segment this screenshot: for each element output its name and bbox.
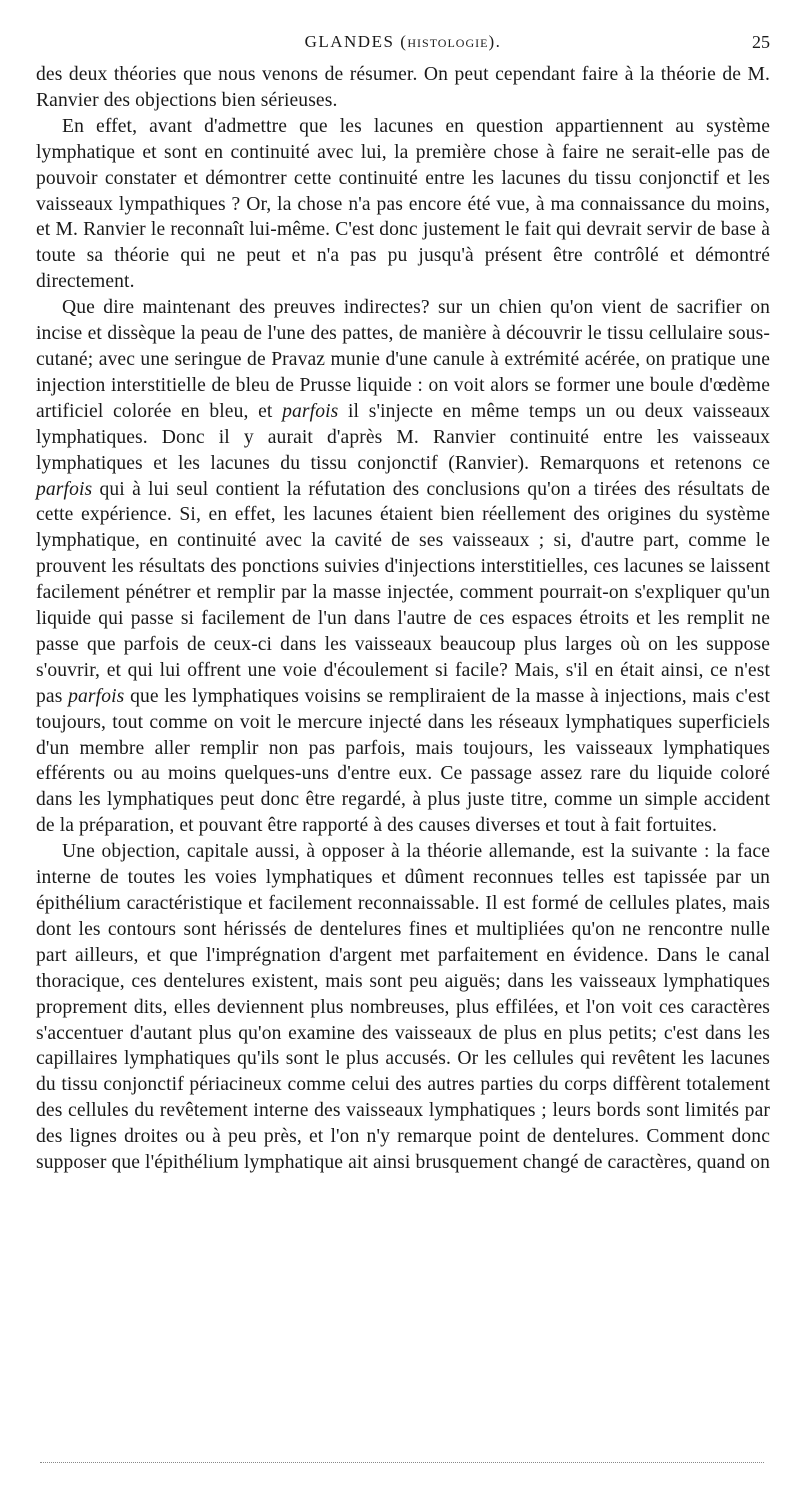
running-title-sub: HISTOLOGIE — [407, 36, 489, 50]
running-title — [36, 32, 770, 52]
paragraph-1: des deux théories que nous venons de résumer. On peut cependant faire à la théorie de M. Ranvier des objections bien sérieuses. — [36, 64, 770, 111]
body-text — [36, 62, 770, 1176]
emphasis-parfois-1: parfois — [282, 400, 339, 422]
emphasis-parfois-3: parfois — [68, 685, 125, 707]
emphasis-parfois-2: parfois — [36, 478, 93, 500]
footer-rule — [40, 1462, 764, 1463]
running-title-main: GLANDES — [304, 32, 395, 51]
page-number: 25 — [752, 32, 770, 52]
paragraph-3-part-b: il s'injecte en même temps un ou deux vaisseaux lymphatiques. Donc il y aurait d'après M. Ranvier continuité entre les vaisseaux lymphatiques et les lacunes du tissu conjonctif (Ranvier). Remarquons et retenons ce — [36, 400, 770, 474]
paragraph-3 — [36, 295, 770, 839]
paragraph-2: En effet, avant d'admettre que les lacunes en question appartiennent au système lymphatique et sont en continuité avec lui, la première chose à faire ne serait-elle pas de pouvoir constater et démontrer cette continuité entre les lacunes du tissu conjonctif et les vaisseaux lympathiques ? Or, la chose n'a pas encore été vue, à ma connaissance du moins, et M. Ranvier le reconnaît lui-même. C'est donc justement le fait qui devrait servir de base à toute sa théorie qui ne peut et n'a pas pu jusqu'à présent être contrôlé et démontré directement. — [36, 115, 770, 293]
paragraph-4: Une objection, capitale aussi, à opposer à la théorie allemande, est la suivante : la face interne de toutes les voies lymphatiques et dûment reconnues telles est tapissée par un épithélium caractéristique et facilement reconnaissable. Il est formé de cellules plates, mais dont les contours sont hérissés de dentelures fines et multipliées qu'on ne rencontre nulle part ailleurs, et que l'imprégnation d'argent met parfaitement en évidence. Dans le canal thoracique, ces dentelures existent, mais sont peu aiguës; dans les vaisseaux lymphatiques proprement dits, elles deviennent plus nombreuses, plus effilées, et l'on voit ces caractères s'accentuer d'autant plus qu'on examine des vaisseaux de plus en plus petits; c'est dans les capillaires lymphatiques qu'ils sont le plus accusés. Or les cellules qui revêtent les lacunes du tissu conjonctif périacineux comme celui des autres parties du corps diffèrent totalement des cellules du revêtement interne des vaisseaux lymphatiques ; leurs bords sont limités par des lignes droites ou à peu près, et l'on n'y remarque point de dentelures. Comment donc supposer que l'épithélium lymphatique ait ainsi brusquement changé de caractères, quand on — [36, 841, 771, 1174]
running-title-open: ( — [394, 32, 408, 51]
paragraph-3-part-c: qui à lui seul contient la réfutation des conclusions qu'on a tirées des résultats de cette expérience. Si, en effet, les lacunes étaient bien réellement des origines du système lymphatique, en continuité avec la cavité de ses vaisseaux ; si, d'autre part, comme le prouvent les résultats des ponctions suivies d'injections interstitielles, ces lacunes se laissent facilement pénétrer et remplir par la masse injectée, comment pourrait-on s'expliquer qu'un liquide qui passe si facilement de l'un dans l'autre de ces espaces étroits et les remplit ne passe que parfois de ceux-ci dans les vaisseaux beaucoup plus larges où on les suppose s'ouvrir, et qui lui offrent une voie d'écoulement si facile? Mais, s'il en était ainsi, ce n'est pas — [36, 478, 770, 707]
running-title-close: ). — [488, 32, 502, 51]
paragraph-3-part-d: que les lymphatiques voisins se rempliraient de la masse à injections, mais c'est toujours, tout comme on voit le mercure injecté dans les réseaux lymphatiques superficiels d'un membre aller remplir non pas parfois, mais toujours, les vaisseaux lymphatiques efférents ou au moins quelques-uns d'entre eux. Ce passage assez rare du liquide coloré dans les lymphatiques peut donc être regardé, à plus juste titre, comme un simple accident de la préparation, et pouvant être rapporté à des causes diverses et tout à fait fortuites. — [36, 685, 771, 837]
running-header — [36, 32, 770, 62]
paragraph-3-part-a: Que dire maintenant des preuves indirectes? sur un chien qu'on vient de sacrifier on incise et dissèque la peau de l'une des pattes, de manière à découvrir le tissu cellulaire sous-cutané; avec une seringue de Pravaz munie d'une canule à extrémité acérée, on pratique une injection interstitielle de bleu de Prusse liquide : on voit alors se former une boule d'œdème artificiel colorée en bleu, et — [36, 297, 770, 422]
